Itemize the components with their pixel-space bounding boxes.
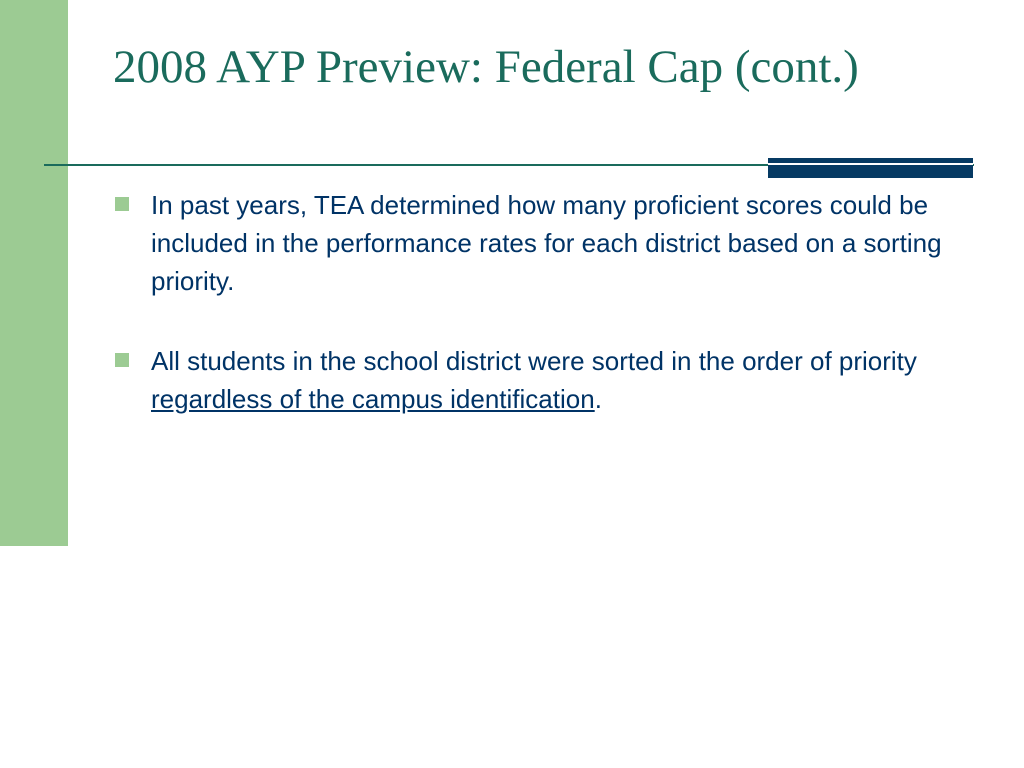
bullet-text-lead: All students in the school district were sorted in the order of priority [151,346,917,376]
bullet-item [112,342,972,418]
title-rule-accent-block [768,158,973,178]
square-bullet-icon [115,353,129,367]
bullet-text-tail: . [594,384,602,414]
underlined-emphasis-text: regardless of the campus identification [151,384,595,414]
bullet-item [112,186,972,300]
bullet-text: In past years, TEA determined how many proficient scores could be included in the performance rates for each district based on a sorting priority. [151,190,942,296]
slide-body [112,186,972,460]
slide-title: 2008 AYP Preview: Federal Cap (cont.) [113,41,859,93]
side-accent-bar [0,0,68,546]
square-bullet-icon [115,197,129,211]
